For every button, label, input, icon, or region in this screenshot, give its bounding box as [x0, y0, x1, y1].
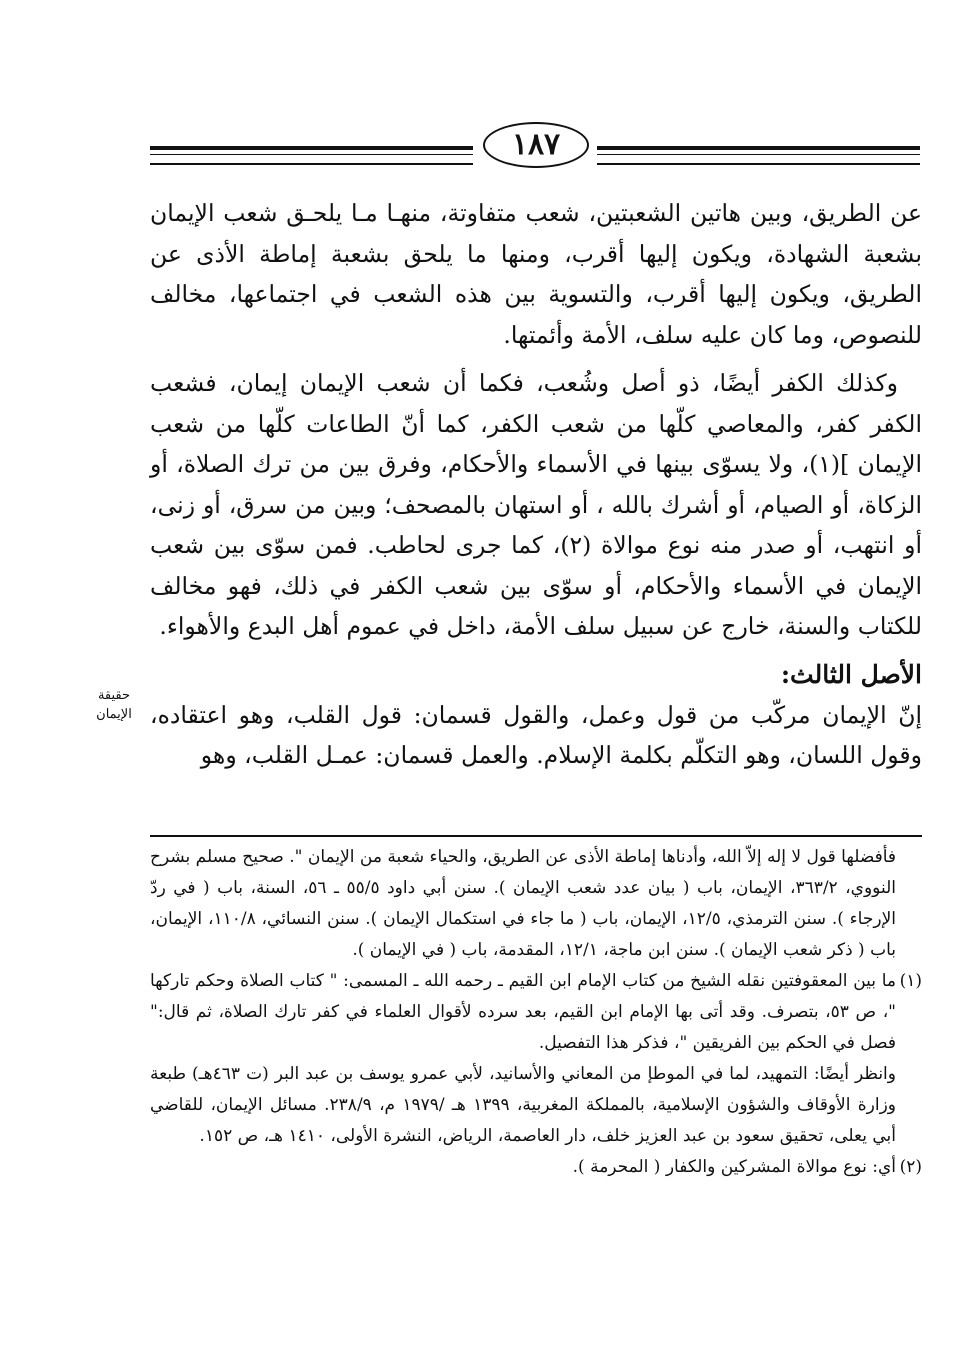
margin-note: حقيقة الإيمان — [96, 688, 132, 722]
page-number: ١٨٧ — [483, 122, 589, 168]
footnote-2-text: أي: نوع موالاة المشركين والكفار ( المحرمة ). — [572, 1157, 896, 1177]
footnote-continuation: فأفضلها قول لا إله إلاّ الله، وأدناها إماطة الأذى عن الطريق، والحياء شعبة من الإيمان ". صحيح مسلم بشرح النووي، ٣٦٣/٢، الإيمان، باب ( بيان عدد شعب الإيمان ). سنن أبي داود ٥٥/٥ ـ ٥٦، السنة، باب ( في ردّ الإرجاء ). سنن الترمذي، ١٢/٥، الإيمان، باب ( ما جاء في استكمال الإيمان ). سنن النسائي، ١١٠/٨، الإيمان، باب ( ذكر شعب الإيمان ). سنن ابن ماجة، ١٢/١، المقدمة، باب ( في الإيمان ). — [150, 847, 896, 960]
footnote-separator — [150, 835, 922, 837]
page-header — [150, 118, 920, 178]
paragraph-2: وكذلك الكفر أيضًا، ذو أصل وشُعب، فكما أن شعب الإيمان إيمان، فشعب الكفر كفر، والمعاصي كلّها من شعب الكفر، كما أنّ الطاعات كلّها من شعب الإيمان ](١)، ولا يسوّى بينها في الأسماء والأحكام، وفرق بين من ترك الصلاة، أو الزكاة، أو الصيام، أو أشرك بالله ، أو استهان بالمصحف؛ وبين من سرق، أو زنى، أو انتهب، أو صدر منه نوع موالاة (٢)، كما جرى لحاطب. فمن سوّى بين شعب الإيمان في الأسماء والأحكام، أو سوّى بين شعب الكفر في ذلك، فهو مخالف للكتاب والسنة، خارج عن سبيل سلف الأمة، داخل في عموم أهل البدع والأهواء. — [150, 369, 922, 640]
footnote-1-extra: وانظر أيضًا: التمهيد، لما في الموطإ من المعاني والأسانيد، لأبي عمرو يوسف بن عبد البر (ت ٤٦٣هـ) طبعة وزارة الأوقاف والشؤون الإسلامية، بالمملكة المغربية، ١٣٩٩ هـ /١٩٧٩ م، ٢٣٨/٩. مسائل الإيمان، للقاضي أبي يعلى، تحقيق سعود بن عبد العزيز خلف، دار العاصمة، الرياض، النشرة الأولى، ١٤١٠ هـ، ص ١٥٢. — [150, 1064, 896, 1146]
footnote-1-text: ما بين المعقوفتين نقله الشيخ من كتاب الإمام ابن القيم ـ رحمه الله ـ المسمى: " كتاب الصلاة وحكم تاركها "، ص ٥٣، بتصرف. وقد أتى بها الإمام ابن القيم، بعد سرده لأقوال العلماء في كفر تارك الصلاة، ثم قال:" فصل في الحكم بين الفريقين "، فذكر هذا التفصيل. — [150, 971, 896, 1053]
header-rule-right — [597, 146, 920, 165]
main-text — [150, 193, 922, 784]
header-rule-left — [150, 146, 473, 165]
footnote-1-mark: (١) — [899, 971, 922, 991]
footnote-1 — [150, 966, 922, 1059]
footnotes — [150, 842, 922, 1183]
footnote-2-mark: (٢) — [899, 1157, 922, 1177]
paragraph-3: إنّ الإيمان مركّب من قول وعمل، والقول قسمان: قول القلب، وهو اعتقاده، وقول اللسان، وهو التكلّم بكلمة الإسلام. والعمل قسمان: عمـل القلب، وهو — [150, 700, 922, 769]
paragraph-1: عن الطريق، وبين هاتين الشعبتين، شعب متفاوتة، منهـا مـا يلحـق شعب الإيمان بشعبة الشهادة، ويكون إليها أقرب، ومنها ما يلحق بشعبة إماطة الأذى عن الطريق، ويكون إليها أقرب، والتسوية بين هذه الشعب في اجتماعها، مخالف للنصوص، وما كان عليه سلف، الأمة وأئمتها. — [150, 199, 922, 349]
footnote-2 — [150, 1152, 922, 1183]
section-heading: الأصل الثالث: — [780, 659, 922, 689]
